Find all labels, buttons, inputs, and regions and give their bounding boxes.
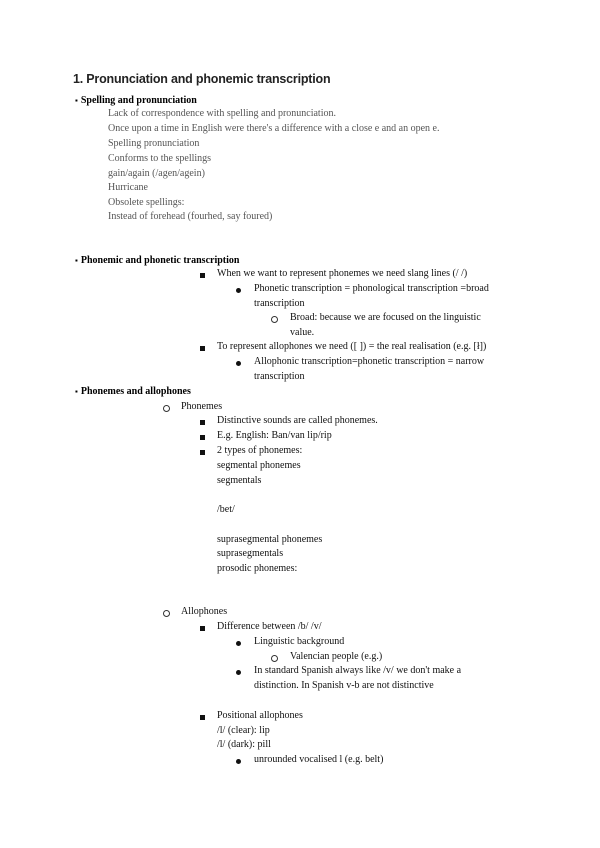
dot-bullet-icon [236, 759, 241, 764]
text-line: segmental phonemes [217, 460, 301, 471]
square-bullet-icon [200, 273, 205, 278]
bullet-icon: ▪ [75, 256, 78, 265]
circle-bullet-icon [163, 405, 170, 412]
circle-bullet-icon [271, 655, 278, 662]
list-item: E.g. English: Ban/van lip/rip [217, 430, 332, 441]
bullet-icon: ▪ [75, 96, 78, 105]
text-line: prosodic phonemes: [217, 563, 298, 574]
text-line: Conforms to the spellings [108, 153, 212, 164]
dot-bullet-icon [236, 361, 241, 366]
square-bullet-icon [200, 626, 205, 631]
section-phonemes-title: ▪ Phonemes and allophones [75, 386, 191, 397]
list-item-continued: value. [290, 327, 315, 338]
text-line: suprasegmentals [217, 548, 284, 559]
square-bullet-icon [200, 420, 205, 425]
list-item: Phonemes [181, 401, 223, 412]
page-title: 1. Pronunciation and phonemic transcription [73, 72, 331, 86]
text-line: Once upon a time in English were there's a difference with a close e and an open e. [108, 123, 440, 134]
list-item-continued: transcription [254, 298, 305, 309]
list-item: Positional allophones [217, 710, 303, 721]
circle-bullet-icon [163, 610, 170, 617]
list-item: When we want to represent phonemes we need slang lines (/ /) [217, 268, 468, 279]
text-line: Instead of forehead (fourhed, say foured) [108, 211, 273, 222]
list-item: unrounded vocalised l (e.g. belt) [254, 754, 384, 765]
square-bullet-icon [200, 346, 205, 351]
text-line: segmentals [217, 475, 262, 486]
text-line: suprasegmental phonemes [217, 534, 323, 545]
circle-bullet-icon [271, 316, 278, 323]
text-line: Hurricane [108, 182, 148, 193]
list-item-continued: distinction. In Spanish v-b are not distinctive [254, 680, 434, 691]
text-line: Obsolete spellings: [108, 197, 185, 208]
section-transcription-title: ▪ Phonemic and phonetic transcription [75, 255, 240, 266]
list-item: Valencian people (e.g.) [290, 651, 383, 662]
list-item: 2 types of phonemes: [217, 445, 303, 456]
list-item: Broad: because we are focused on the linguistic [290, 312, 481, 323]
list-item: Allophones [181, 606, 228, 617]
dot-bullet-icon [236, 641, 241, 646]
text-line: /bet/ [217, 504, 235, 515]
text-line: /l/ (dark): pill [217, 739, 271, 750]
list-item: In standard Spanish always like /v/ we don't make a [254, 665, 462, 676]
list-item: Distinctive sounds are called phonemes. [217, 415, 378, 426]
text-line: Spelling pronunciation [108, 138, 200, 149]
square-bullet-icon [200, 715, 205, 720]
list-item: Linguistic background [254, 636, 345, 647]
dot-bullet-icon [236, 670, 241, 675]
text-line: gain/again (/agen/agein) [108, 168, 205, 179]
text-line: /l/ (clear): lip [217, 725, 270, 736]
text-line: Lack of correspondence with spelling and pronunciation. [108, 108, 336, 119]
dot-bullet-icon [236, 288, 241, 293]
square-bullet-icon [200, 435, 205, 440]
list-item: Allophonic transcription=phonetic transcription = narrow [254, 356, 485, 367]
list-item: Difference between /b/ /v/ [217, 621, 322, 632]
bullet-icon: ▪ [75, 387, 78, 396]
section-spelling-title: ▪ Spelling and pronunciation [75, 95, 197, 106]
square-bullet-icon [200, 450, 205, 455]
list-item-continued: transcription [254, 371, 305, 382]
list-item: Phonetic transcription = phonological transcription =broad [254, 283, 489, 294]
list-item: To represent allophones we need ([ ]) = the real realisation (e.g. [ł]) [217, 341, 487, 352]
